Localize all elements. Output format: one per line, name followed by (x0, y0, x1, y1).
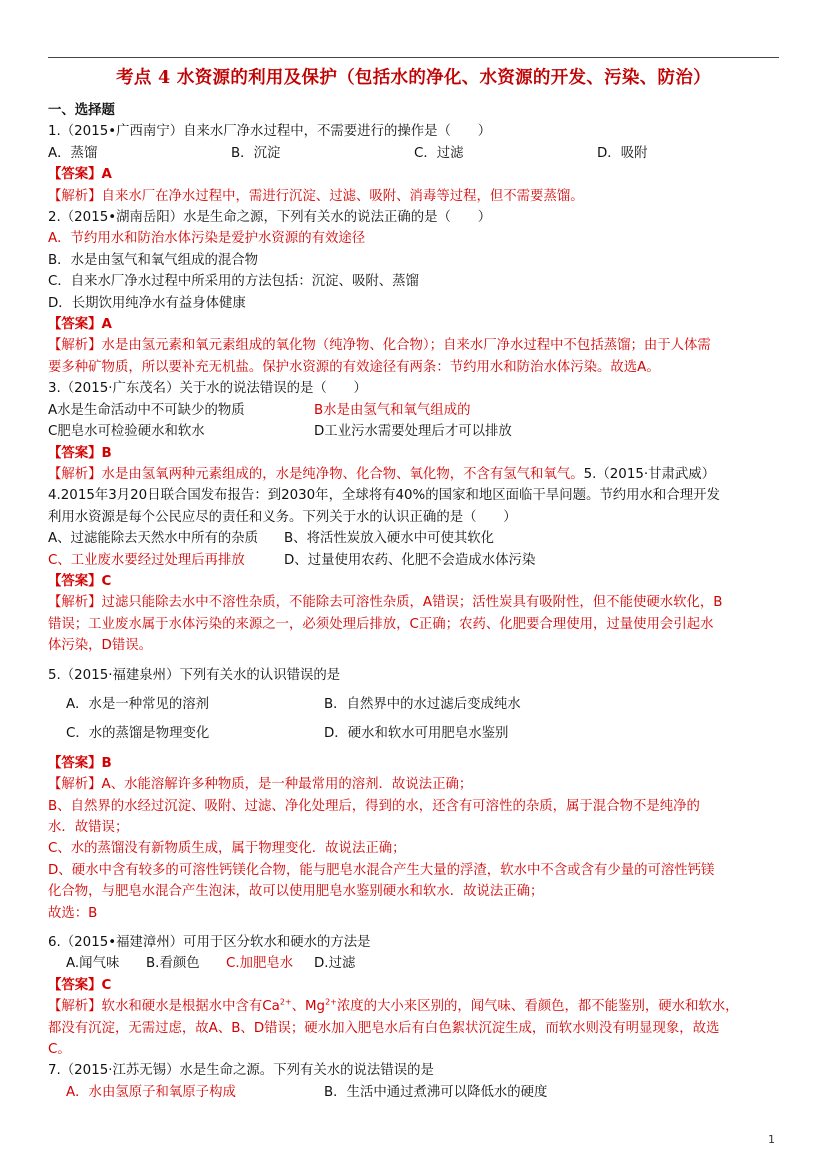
option-b: B．自然界中的水过滤后变成纯水 (324, 696, 521, 712)
question-5-analysis-line-6: 化合物，与肥皂水混合产生泡沫，故可以使用肥皂水鉴别硬水和软水．故说法正确； (48, 884, 544, 900)
question-6-stem: 6.（2015•福建漳州）可用于区分软水和硬水的方法是 (48, 935, 371, 951)
analysis-text: 浓度的大小来区别的，闻气味、看颜色，都不能鉴别，硬水和软水， (336, 999, 739, 1015)
question-5-analysis-line-1: 【解析】A、水能溶解许多种物质，是一种最常用的溶剂．故说法正确； (48, 777, 473, 793)
question-5-conclusion: 故选：B (48, 905, 98, 921)
section-heading: 一、选择题 (48, 103, 115, 118)
analysis-text: 、Mg (291, 999, 326, 1015)
option-d: D工业污水需要处理后才可以排放 (314, 424, 512, 440)
option-b: B．生活中通过煮沸可以降低水的硬度 (324, 1084, 548, 1100)
analysis-text: 【解析】水是由氢氧两种元素组成的，水是纯净物、化合物、氧化物，不含有氢气和氧气。 (48, 466, 584, 482)
question-6-analysis-line-1 (48, 996, 780, 1017)
question-1-stem: 1.（2015•广西南宁）自来水厂净水过程中，不需要进行的操作是（ ） (48, 124, 492, 140)
question-3-options-row-2 (48, 421, 780, 442)
page-number: 1 (768, 1133, 775, 1146)
question-7-options-row-1 (48, 1082, 780, 1103)
document-title: 考点 4 水资源的利用及保护（包括水的净化、水资源的开发、污染、防治） (116, 68, 711, 88)
option-a: A、过滤能除去天然水中所有的杂质 (48, 531, 259, 547)
header-rule (48, 57, 779, 58)
question-5-analysis-line-5: D、硬水中含有较多的可溶性钙镁化合物，能与肥皂水混合产生大量的浮渣，软水中不含或含有少量的可溶性钙镁 (48, 862, 715, 878)
option-c: C．过滤 (414, 145, 464, 161)
question-2-answer: 【答案】A (48, 317, 112, 333)
question-3-answer: 【答案】B (48, 445, 112, 461)
option-a: A．蒸馏 (48, 145, 98, 161)
option-b: B．水是由氢气和氧气组成的混合物 (48, 252, 259, 268)
question-4-options-row-1 (48, 528, 780, 549)
option-a: A.闻气味 (66, 956, 120, 972)
question-4-answer: 【答案】C (48, 573, 112, 589)
option-a: A水是生命活动中不可缺少的物质 (48, 402, 245, 418)
question-5-options-row-2 (48, 723, 780, 744)
question-6-answer: 【答案】C (48, 977, 112, 993)
question-1-answer: 【答案】A (48, 167, 112, 183)
question-1-options (48, 143, 780, 164)
option-c: C肥皂水可检验硬水和软水 (48, 424, 205, 440)
question-4-analysis-line-1: 【解析】过滤只能除去水中不溶性杂质，不能除去可溶性杂质，A错误；活性炭具有吸附性，但不能使硬水软化，B (48, 595, 723, 611)
question-4-analysis-line-3: 体污染，D错误。 (48, 638, 153, 654)
question-3-stem: 3.（2015·广东茂名）关于水的说法错误的是（ ） (48, 381, 367, 397)
question-5-analysis-line-3: 水．故错误； (48, 820, 129, 835)
option-d: D、过量使用农药、化肥不会造成水体污染 (284, 552, 536, 568)
option-d: D．吸附 (597, 145, 648, 161)
question-4-analysis-line-2: 错误；工业废水属于水体污染的来源之一，必须处理后排放，C正确；农药、化肥要合理使用，过量使用会引起水 (48, 616, 714, 632)
option-a: A．水是一种常见的溶剂 (66, 696, 210, 712)
option-a: A．水由氢原子和氧原子构成 (66, 1084, 236, 1100)
question-3-analysis (48, 464, 780, 485)
question-6-analysis-line-2: 都没有沉淀，无需过虑，故A、B、D错误；硬水加入肥皂水后有白色絮状沉淀生成，而软水则没有明显现象，故选 (48, 1020, 720, 1036)
option-c: C、工业废水要经过处理后再排放 (48, 552, 245, 568)
ion-charge: 2+ (279, 997, 292, 1007)
option-b: B、将活性炭放入硬水中可使其软化 (284, 531, 495, 547)
question-2-analysis-line-1: 【解析】水是由氢元素和氧元素组成的氧化物（纯净物、化合物）；自来水厂净水过程中不包括蒸馏；由于人体需 (48, 338, 711, 354)
option-b: B．沉淀 (231, 145, 281, 161)
option-d: D．硬水和软水可用肥皂水鉴别 (324, 726, 509, 742)
question-4-stem-line-2: 利用水资源是每个公民应尽的责任和义务。下列关于水的认识正确的是（ ） (48, 509, 517, 525)
question-5-source-fragment: 5.（2015·甘肃武威） (583, 466, 716, 482)
question-5-answer: 【答案】B (48, 755, 112, 771)
option-c: C．水的蒸馏是物理变化 (66, 726, 210, 742)
question-4-stem-line-1: 4.2015年3月20日联合国发布报告：到2030年，全球将有40%的国家和地区面临干旱问题。节约用水和合理开发 (48, 488, 720, 504)
analysis-text: 【解析】软水和硬水是根据水中含有Ca (48, 999, 280, 1015)
question-6-options (48, 953, 780, 974)
question-4-options-row-2 (48, 550, 780, 571)
question-5-stem: 5.（2015·福建泉州）下列有关水的认识错误的是 (48, 667, 341, 683)
question-5-analysis-line-4: C、水的蒸馏没有新物质生成，属于物理变化．故说法正确； (48, 841, 406, 857)
option-c: C.加肥皂水 (226, 956, 294, 972)
question-5-options-row-1 (48, 694, 780, 715)
ion-charge: 2+ (325, 997, 337, 1007)
option-b: B.看颜色 (146, 956, 200, 972)
document-body (48, 100, 780, 1103)
option-d: D．长期饮用纯净水有益身体健康 (48, 295, 246, 311)
question-5-analysis-line-2: B、自然界的水经过沉淀、吸附、过滤、净化处理后，得到的水，还含有可溶性的杂质，属于混合物不是纯净的 (48, 798, 700, 814)
question-6-analysis-line-3: C。 (48, 1042, 71, 1058)
option-d: D.过滤 (314, 956, 356, 972)
option-b: B水是由氢气和氧气组成的 (314, 402, 471, 418)
option-c: C．自来水厂净水过程中所采用的方法包括：沉淀、吸附、蒸馏 (48, 274, 419, 290)
question-1-analysis: 【解析】自来水厂在净水过程中，需进行沉淀、过滤、吸附、消毒等过程，但不需要蒸馏。 (48, 188, 584, 204)
question-2-stem: 2.（2015•湖南岳阳）水是生命之源，下列有关水的说法正确的是（ ） (48, 210, 492, 226)
question-7-stem: 7.（2015·江苏无锡）水是生命之源。下列有关水的说法错误的是 (48, 1063, 434, 1079)
question-3-options-row-1 (48, 400, 780, 421)
option-a: A．节约用水和防治水体污染是爱护水资源的有效途径 (48, 231, 366, 247)
question-2-analysis-line-2: 要多种矿物质，所以要补充无机盐。保护水资源的有效途径有两条：节约用水和防治水体污染。故选A。 (48, 359, 660, 375)
